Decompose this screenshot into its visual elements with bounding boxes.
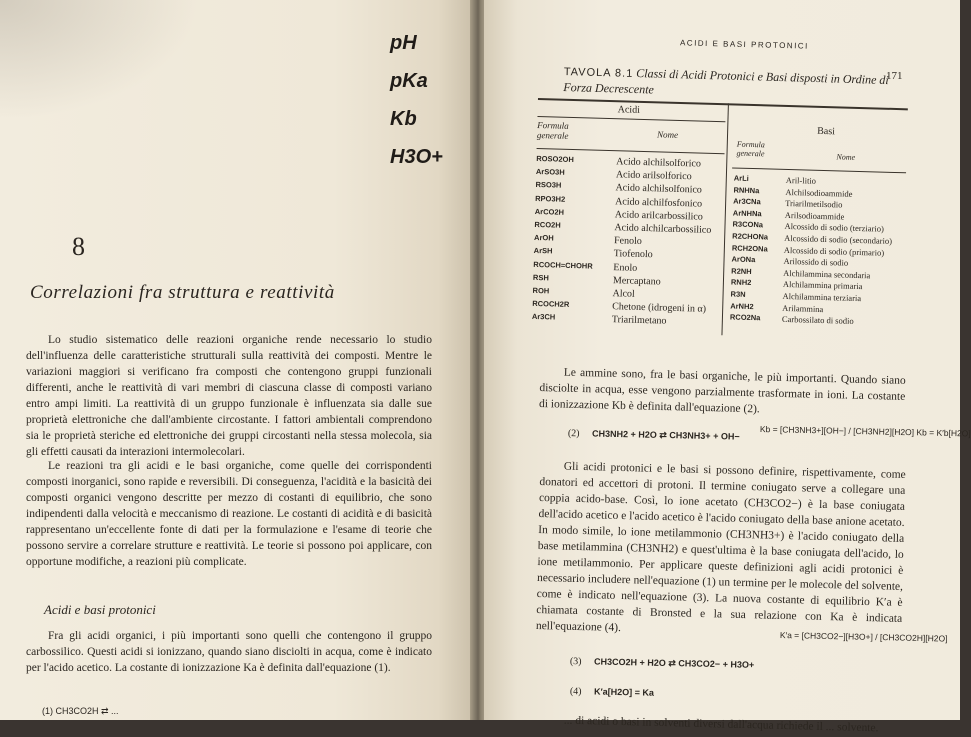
equation-2-constant: Kb = [CH3NH3+][OH−] / [CH3NH2][H2O] Kb = K′b[H2O] (759, 424, 971, 439)
right-page (484, 0, 971, 735)
acid-formula: ArSO3H (535, 167, 565, 177)
base-formula: RCH2ONa (731, 243, 768, 254)
symbol-h3o: H3O+ (390, 146, 443, 168)
running-head: ACIDI E BASI PROTONICI (679, 38, 809, 51)
acid-name: Enolo (613, 261, 638, 274)
base-name: Arilammina (782, 302, 824, 314)
page-shadow (0, 0, 200, 120)
paragraph-amines: Le ammine sono, fra le basi organiche, le più importanti. Quando siano disciolte in acqua, esse vengono parzialmente trasformate in ioni. La costante di ionizzazione Kb è definita dall'equazione (2). (538, 366, 906, 416)
paragraph-carboxylic: Fra gli acidi organici, i più importanti sono quelli che contengono il gruppo carbossilico. Questi acidi si ionizzano, quando siano disciolti in acqua, come è indicato per l'acido acetico. La costante di ionizzazione Ka è definita dall'equazione (1). (26, 630, 432, 674)
symbol-kb: Kb (390, 108, 417, 130)
acid-formula: ArCO2H (534, 206, 565, 217)
base-name: Alchilammina terziaria (782, 290, 862, 304)
table-title (563, 64, 904, 104)
paragraph-conjugate: Gli acidi protonici e le basi si possono definire, rispettivamente, come donatori ed accettori di protoni. Il termine coniugato serve a collegare una coppia acido-base. Così, lo ione acetato (CH3CO2−) è la base coniugata dell'acido acetico e l'acido acetico è l'acido coniugato della base anione acetato. In modo simile, lo ione metilammonio (CH3NH3+) è l'acido coniugato della base metilammina (CH3NH2) e quest'ultima è la base coniugata dell'acido, lo ione metilammonio. Per applicare queste definizioni agli acidi protonici è necessario includere nell'equazione (1) un termine per le molecole del solvente, come è indicato nell'equazione (3). La nuova costante di equilibrio K′a è chiamata costante di Bronsted e la sua relazione con Ka è indicata nell'equazione (4). (535, 460, 906, 635)
equation-1: (1) CH3CO2H ⇄ ... (42, 706, 119, 716)
acid-name: Chetone (idrogeni in α) (612, 301, 707, 315)
base-formula: R2NH (731, 266, 752, 276)
base-name: Triarilmetilsodio (785, 198, 843, 210)
base-name: Alchilammina secondaria (783, 267, 871, 281)
table-label: TAVOLA 8.1 (563, 65, 634, 80)
acid-formula: RPO3H2 (535, 193, 566, 204)
acids-header: Acidi (617, 104, 641, 116)
base-formula: R3CONa (732, 219, 764, 230)
base-formula: RNH2 (730, 277, 752, 288)
base-formula: Ar3CNa (733, 196, 761, 207)
acid-name: Alcol (612, 288, 635, 300)
paragraph-solvents: ... di acidi o basi in solventi diversi dall'acqua richiede il ... solvente. (563, 714, 879, 735)
base-name: Arilsodioammide (784, 209, 845, 222)
acid-formula: RSO3H (535, 180, 562, 191)
paragraph-acids-bases: Le reazioni tra gli acidi e le basi organiche, come quelle dei corrispondenti composti inorganici, sono rapide e reversibili. Di conseguenza, l'acidità e la basicità dei composti organici vengono descritte per mezzo di costanti di equilibrio, che sono indipendenti dalla velocità e meccanismo di reazione. Le costanti di acidità e di basicità rappresentano un'eccellente fonte di dati per la formulazione e l'esame di teorie che possono servire a correlare strutture e reattività. Le teorie si possono poi applicare, con opportune modifiche, a reazioni più complicate. (26, 460, 432, 568)
base-name: Carbossilato di sodio (781, 314, 854, 327)
equation-2 (568, 428, 740, 443)
equation-2-label: (2) (567, 428, 580, 440)
acid-formula: RCOCH=CHOHR (533, 259, 593, 271)
paragraph-intro: Lo studio sistematico delle reazioni organiche rende necessario lo studio dell'influenza delle caratteristiche strutturali sulla reattività dei composti. Mentre le variazioni maggiori si verificano fra composti che contengono gruppi funzionali differenti, anche le reattività di vari membri di ciascuna classe di composti variano entro ampi limiti. La reattività di un gruppo funzionale è influenzata sia dalle sue proprietà elettroniche che dall'ambiente circostante. I fattori ambientali comprendono sia le proprietà steriche ed elettroniche dei gruppi circostanti nella stessa molecola, sia gli effetti causati da interazioni intermolecolari. (26, 334, 432, 458)
acid-formula: ArSH (533, 246, 553, 256)
page-number: 171 (886, 70, 903, 82)
equation-4-label: (4) (569, 686, 582, 698)
section-title: Acidi e basi protonici (44, 602, 156, 617)
bases-subheader-rule (732, 167, 906, 173)
equation-3-label: (3) (569, 656, 582, 668)
symbol-ph: pH (390, 32, 417, 54)
acid-formula: RCOCH2R (532, 299, 570, 310)
chapter-symbols (390, 32, 460, 184)
acid-name: Acido alchilfosfonico (614, 195, 703, 210)
chapter-title: Correlazioni fra struttura e reattività (30, 282, 335, 303)
base-formula: ArNH2 (730, 301, 754, 311)
acid-name: Acido alchilsolfonico (615, 182, 703, 196)
base-formula: ArNHNa (732, 208, 762, 219)
equation-3-reaction: CH3CO2H + H2O ⇄ CH3CO2− + H3O+ (593, 656, 755, 670)
base-name: Alcossido di sodio (secondario) (784, 232, 893, 246)
equation-4 (570, 686, 654, 699)
equation-3 (570, 656, 754, 671)
base-name: Arilossido di sodio (783, 256, 849, 268)
acid-name: Acido alchilsolforico (616, 156, 702, 170)
acid-name: Triarilmetano (611, 314, 667, 328)
bases-header: Basi (817, 125, 836, 138)
acids-name-header: Nome (656, 129, 679, 140)
acid-formula: RSH (532, 272, 549, 283)
acid-formula: ArOH (533, 233, 554, 243)
acid-base-table (531, 98, 908, 356)
base-formula: R3N (730, 289, 746, 299)
base-name: Alcossido di sodio (terziario) (784, 221, 885, 235)
base-formula: ArLi (733, 173, 749, 183)
base-formula: R2CHONa (732, 231, 769, 242)
acid-name: Acido arilsolforico (615, 169, 692, 183)
base-name: Alchilsodioammide (785, 186, 853, 199)
acid-formula: ROSO2OH (536, 153, 574, 165)
equation-4-body: K′a[H2O] = Ka (593, 686, 655, 698)
base-name: Aril-litio (785, 174, 817, 186)
acid-name: Fenolo (613, 235, 642, 248)
base-formula: ArONa (731, 254, 756, 265)
table-caption: Classi di Acidi Protonici e Basi disposti in Ordine di Forza Decrescente (563, 66, 889, 97)
base-name: Alcossido di sodio (primario) (783, 244, 885, 258)
acid-formula: RCO2H (534, 219, 561, 230)
acid-formula: ROH (532, 285, 550, 296)
base-name: Alchilammina primaria (782, 279, 863, 292)
acid-name: Acido arilcarbossilico (614, 208, 703, 223)
base-formula: RNHNa (733, 185, 760, 195)
equation-2-reaction: CH3NH2 + H2O ⇄ CH3NH3+ + OH− (591, 428, 740, 442)
acid-name: Mercaptano (612, 274, 661, 288)
base-formula: RCO2Na (729, 312, 761, 323)
acid-formula: Ar3CH (531, 312, 556, 322)
left-page (0, 0, 476, 720)
chapter-number: 8 (72, 232, 85, 261)
equation-3-constant: K′a = [CH3CO2−][H3O+] / [CH3CO2H][H2O] (779, 630, 948, 644)
acid-name: Acido alchilcarbossilico (614, 222, 712, 236)
bases-name-header: Nome (836, 152, 856, 162)
acids-subheader-rule (537, 148, 725, 154)
bases-formula-header: Formula generale (736, 139, 765, 159)
acids-formula-header: Formula generale (536, 119, 569, 141)
acid-name: Tiofenolo (613, 248, 653, 261)
symbol-pka: pKa (390, 70, 428, 92)
